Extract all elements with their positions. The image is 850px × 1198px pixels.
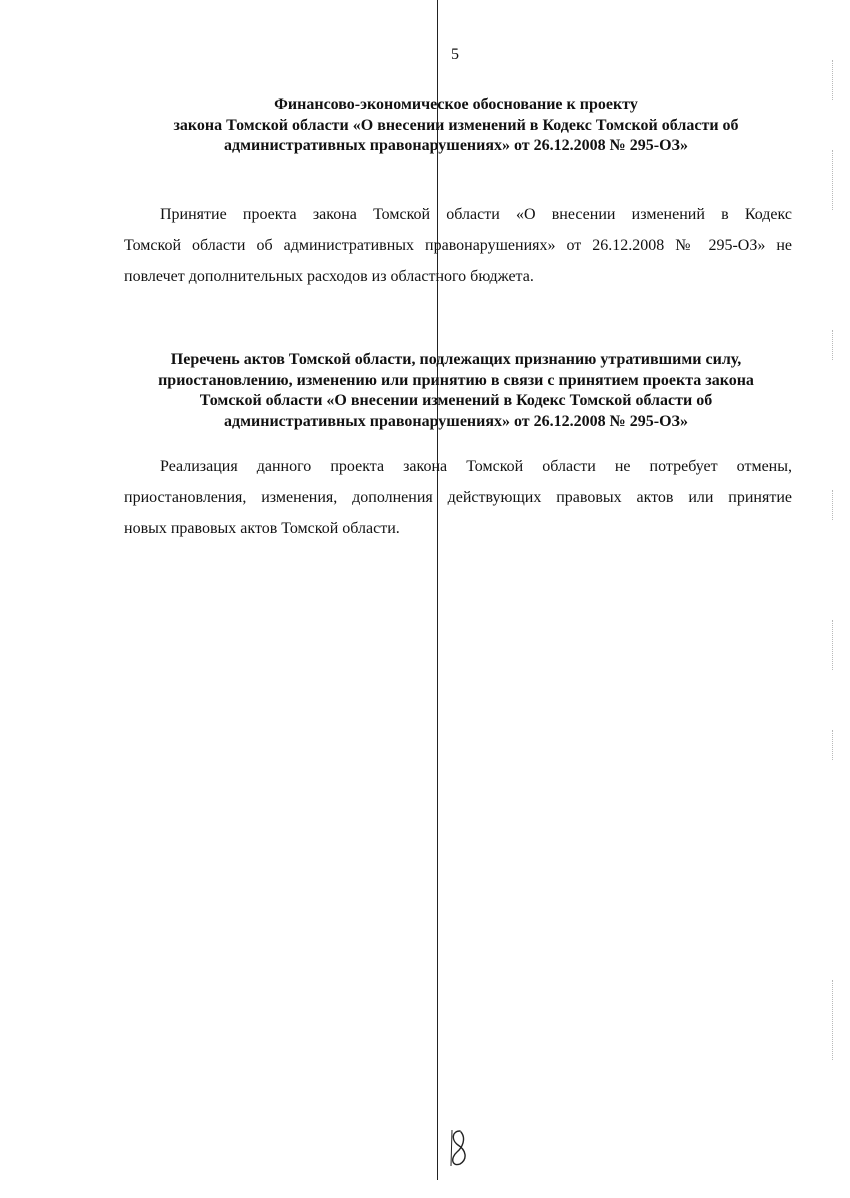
paragraph-line: приостановления, изменения, дополнения действующих правовых актов или принятие	[124, 489, 792, 506]
heading-line: Перечень актов Томской области, подлежащих признанию утратившими силу,	[170, 351, 742, 368]
heading-line: административных правонарушениях» от 26.12.2008 № 295-ОЗ»	[224, 412, 688, 430]
handwritten-mark-icon	[446, 1128, 472, 1168]
acts-list-heading	[100, 350, 812, 432]
scan-artifact	[832, 60, 834, 100]
heading-line: Томской области «О внесении изменений в Кодекс Томской области об	[199, 392, 713, 409]
paragraph-line: повлечет дополнительных расходов из областного бюджета.	[124, 268, 534, 285]
heading-line: приостановлению, изменению или принятию в связи с принятием проекта закона	[158, 371, 754, 389]
page-number: 5	[451, 46, 459, 63]
financial-justification-heading	[100, 95, 812, 157]
acts-list-paragraph	[124, 451, 792, 544]
scan-artifact	[832, 150, 834, 210]
financial-justification-paragraph	[124, 199, 792, 292]
paragraph-line: Томской области об административных правонарушениях» от 26.12.2008 № 295-ОЗ» не	[124, 237, 792, 254]
paragraph-line: Принятие проекта закона Томской области «О внесении изменений в Кодекс	[160, 206, 792, 223]
heading-line: закона Томской области «О внесении изменений в Кодекс Томской области об	[173, 116, 739, 134]
heading-line: административных правонарушениях» от 26.12.2008 № 295-ОЗ»	[224, 137, 688, 154]
scan-fold-line	[437, 0, 438, 1180]
scan-artifact	[832, 330, 834, 360]
paragraph-line: Реализация данного проекта закона Томской области не потребует отмены,	[160, 458, 792, 475]
scan-artifact	[832, 490, 834, 520]
heading-line: Финансово-экономическое обоснование к проекту	[274, 96, 638, 113]
paragraph-line: новых правовых актов Томской области.	[124, 520, 400, 537]
scan-artifact	[832, 730, 834, 760]
scan-artifact	[832, 620, 834, 670]
scan-artifact	[832, 980, 834, 1060]
